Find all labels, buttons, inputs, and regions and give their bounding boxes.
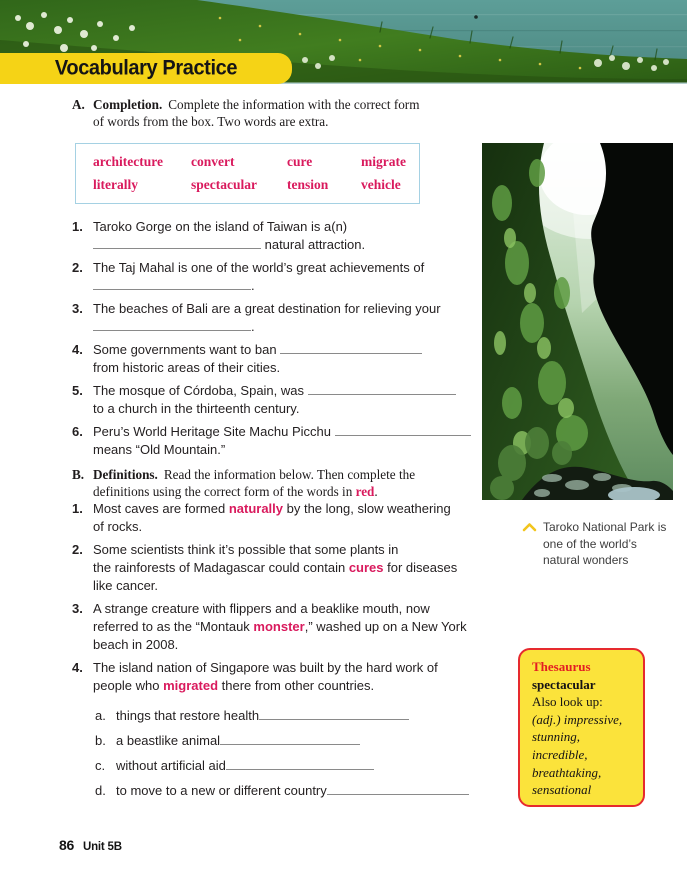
exercise-item <box>72 659 472 695</box>
text-run: of words from the box. Two words are extra. <box>93 113 329 129</box>
definition-match-item <box>95 782 472 800</box>
text-run: Taroko Gorge on the island of Taiwan is a(n) <box>93 219 348 234</box>
synonym: stunning, <box>532 729 581 745</box>
text-run: Most caves are formed <box>93 501 229 516</box>
text-run: people who <box>93 678 164 693</box>
item-text <box>93 659 438 695</box>
answer-blank-line <box>335 423 471 436</box>
vocab-word-red: migrated <box>163 678 219 693</box>
word-box-term: literally <box>93 177 138 192</box>
item-text <box>93 500 451 536</box>
item-number: 4. <box>72 660 83 675</box>
section-a-items <box>72 218 472 459</box>
word-box-term: cure <box>287 154 313 169</box>
text-run: means “Old Mountain.” <box>93 442 226 457</box>
gorge-photo-illustration <box>482 143 673 500</box>
text-line <box>93 484 415 501</box>
text-run: to move to a new or different country <box>116 783 327 798</box>
text-run: things that restore health <box>116 708 260 723</box>
text-line <box>93 259 424 277</box>
photo-caption <box>522 519 674 569</box>
definition-match-item <box>95 732 472 750</box>
section-a-title: Completion. <box>93 97 163 112</box>
text-line <box>93 114 419 131</box>
word-box-term: spectacular <box>191 177 257 192</box>
section-b-items <box>72 500 472 695</box>
word-box-term: vehicle <box>361 177 401 192</box>
definition-match-item <box>95 707 472 725</box>
text-run: The Taj Mahal is one of the world’s great achievements of <box>93 260 425 275</box>
answer-blank-line <box>93 318 251 331</box>
answer-blank-line <box>259 707 409 720</box>
item-text <box>93 300 441 336</box>
item-number: 1. <box>72 501 83 516</box>
item-number: 3. <box>72 301 83 316</box>
answer-blank-line <box>93 236 261 249</box>
taroko-gorge-photo <box>482 143 673 500</box>
item-number: 2. <box>72 542 83 557</box>
text-run: Peru’s World Heritage Site Machu Picchu <box>93 424 335 439</box>
text-line <box>93 677 438 695</box>
text-line <box>93 441 471 459</box>
section-b-label: B. <box>72 467 85 482</box>
text-line <box>93 541 457 559</box>
thesaurus-synonyms <box>532 711 637 799</box>
text-run: for diseases <box>383 560 458 575</box>
text-run: without artificial aid <box>116 758 226 773</box>
item-text <box>93 382 456 418</box>
text-line <box>93 618 467 636</box>
photo-caption-text: Taroko National Park is one of the world’s natural wonders <box>543 520 667 567</box>
exercise-item <box>72 341 472 377</box>
exercise-item <box>72 423 472 459</box>
unit-label: Unit 5B <box>82 841 122 853</box>
thesaurus-box <box>518 648 645 807</box>
definition-match-list <box>95 707 472 800</box>
section-b-instructions <box>93 467 415 500</box>
item-number: 3. <box>72 601 83 616</box>
exercise-item <box>72 541 472 595</box>
exercise-item <box>72 300 472 336</box>
answer-blank-line <box>226 757 374 770</box>
chevron-up-icon <box>522 522 537 532</box>
thesaurus-headword: spectacular <box>532 676 596 692</box>
vocab-word-red: cures <box>348 560 384 575</box>
text-run: The beaches of Bali are a great destination for relieving your <box>93 301 441 316</box>
item-number: 5. <box>72 383 83 398</box>
text-line <box>93 577 457 595</box>
word-box-term: convert <box>191 154 235 169</box>
text-run: The island nation of Singapore was built by the hard work of <box>93 660 438 675</box>
text-run: to a church in the thirteenth century. <box>93 401 300 416</box>
item-letter: d. <box>95 783 106 798</box>
text-run: definitions using the correct form of the words in <box>93 483 356 499</box>
text-run: by the long, slow weathering <box>283 501 451 516</box>
item-text <box>93 541 457 595</box>
item-text <box>93 600 467 654</box>
exercise-item <box>72 600 472 654</box>
text-run: Read the information below. Then complete the <box>163 467 416 482</box>
text-run: referred to as the “Montauk <box>93 619 254 634</box>
synonym: incredible, <box>532 746 588 762</box>
text-run: from historic areas of their cities. <box>93 360 281 375</box>
text-run: beach in 2008. <box>93 637 179 652</box>
page-footer <box>59 837 122 853</box>
word-box <box>75 143 420 204</box>
item-text <box>93 218 365 254</box>
text-line <box>93 400 456 418</box>
text-line <box>93 600 467 618</box>
text-run: there from other countries. <box>218 678 375 693</box>
word-box-term: architecture <box>93 154 163 169</box>
text-run: Some scientists think it’s possible that some plants in <box>93 542 399 557</box>
text-line <box>93 559 457 577</box>
vocab-word-red: monster <box>253 619 305 634</box>
text-line <box>93 500 451 518</box>
section-b-header <box>72 467 472 500</box>
exercise-item <box>72 382 472 418</box>
page-number: 86 <box>59 837 74 853</box>
item-text <box>93 423 471 459</box>
text-line <box>93 423 471 441</box>
word-box-term: migrate <box>361 154 406 169</box>
answer-blank-line <box>93 277 251 290</box>
text-line <box>93 359 422 377</box>
answer-blank-line <box>308 382 456 395</box>
item-letter: c. <box>95 758 106 773</box>
vocab-word-red: red <box>355 483 375 499</box>
text-line <box>93 277 424 295</box>
text-run: like cancer. <box>93 578 159 593</box>
text-run: Some governments want to ban <box>93 342 281 357</box>
text-run: . <box>374 483 378 499</box>
text-run: The mosque of Córdoba, Spain, was <box>93 383 308 398</box>
item-number: 1. <box>72 219 83 234</box>
text-line <box>164 467 415 482</box>
item-letter: a. <box>95 708 106 723</box>
thesaurus-lookup-label: Also look up: <box>532 694 603 710</box>
text-run: of rocks. <box>93 519 143 534</box>
text-line <box>93 659 438 677</box>
text-line <box>168 97 419 112</box>
item-letter: b. <box>95 733 106 748</box>
text-line <box>93 318 441 336</box>
text-line <box>93 518 451 536</box>
header-banner <box>0 0 687 84</box>
text-run: a beastlike animal <box>116 733 221 748</box>
text-run: the rainforests of Madagascar could contain <box>93 560 349 575</box>
synonym: sensational <box>532 782 592 798</box>
text-run: natural attraction. <box>261 237 366 252</box>
thesaurus-title: Thesaurus <box>532 659 591 674</box>
exercise-item <box>72 218 472 254</box>
answer-blank-line <box>280 341 422 354</box>
item-text <box>93 341 422 377</box>
section-a-instructions <box>93 97 419 130</box>
text-run: . <box>251 319 255 334</box>
item-number: 4. <box>72 342 83 357</box>
text-run: . <box>251 278 255 293</box>
text-line <box>93 382 456 400</box>
vocab-word-red: naturally <box>228 501 284 516</box>
synonym: breathtaking, <box>532 764 602 780</box>
definition-match-item <box>95 757 472 775</box>
page-title-ribbon <box>0 53 292 84</box>
section-b-title: Definitions. <box>93 467 158 482</box>
section-a-header <box>72 97 472 130</box>
item-text <box>93 259 424 295</box>
exercise-item <box>72 259 472 295</box>
text-line <box>93 636 467 654</box>
text-line <box>93 341 422 359</box>
answer-blank-line <box>327 782 469 795</box>
word-box-term: tension <box>287 177 329 192</box>
text-run: Complete the information with the correct form <box>168 97 420 112</box>
page-title: Vocabulary Practice <box>54 56 238 80</box>
text-line <box>93 236 365 254</box>
synonym: (adj.) impressive, <box>532 711 623 727</box>
exercise-item <box>72 500 472 536</box>
text-line <box>93 300 441 318</box>
item-number: 2. <box>72 260 83 275</box>
text-run: A strange creature with flippers and a beaklike mouth, now <box>93 601 430 616</box>
exercises-column <box>72 97 472 807</box>
text-run: ,” washed up on a New York <box>304 619 467 634</box>
answer-blank-line <box>220 732 360 745</box>
section-a-label: A. <box>72 97 85 112</box>
item-number: 6. <box>72 424 83 439</box>
text-line <box>93 218 365 236</box>
